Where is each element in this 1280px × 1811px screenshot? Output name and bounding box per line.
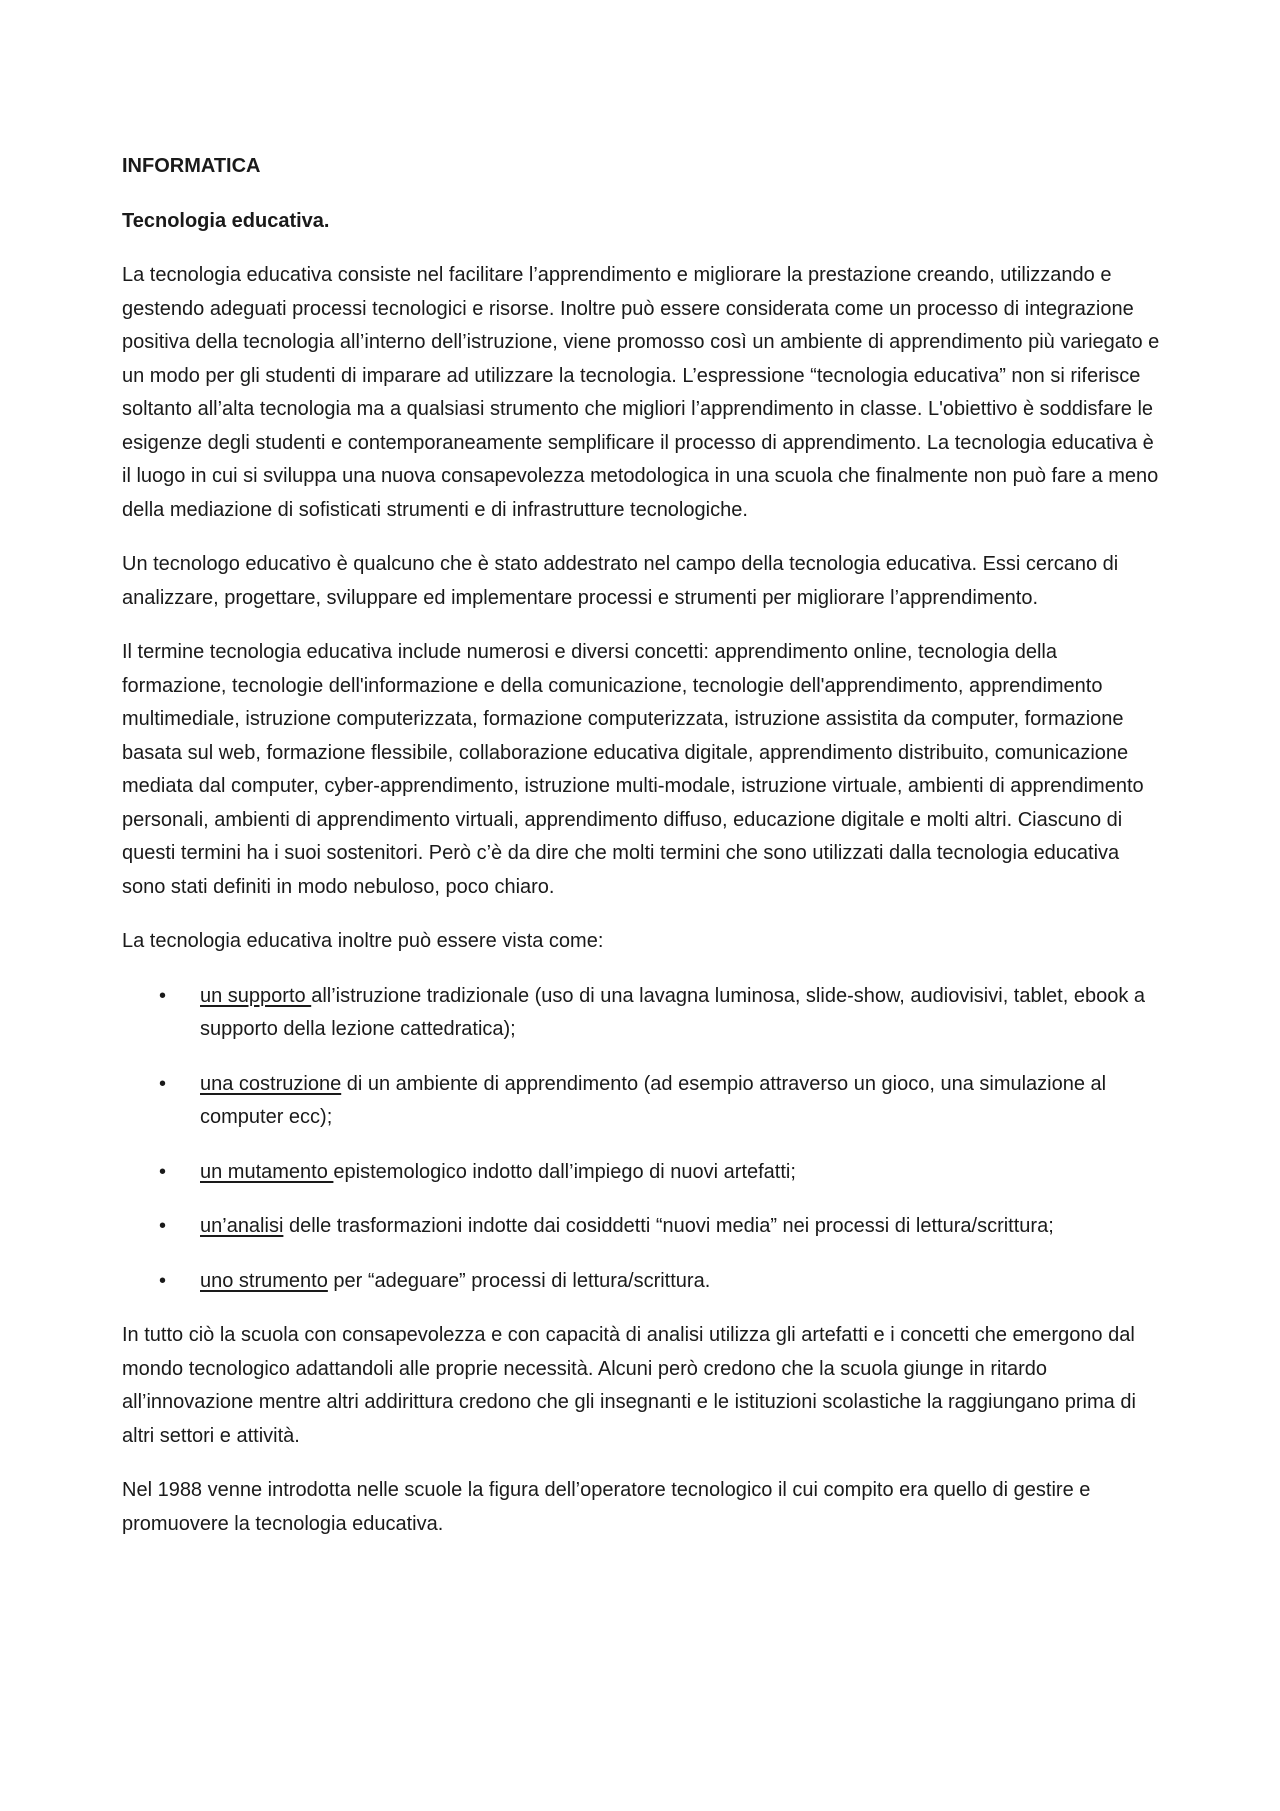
list-item: [122, 1210, 1162, 1244]
paragraph-list-intro: La tecnologia educativa inoltre può essere vista come:: [122, 930, 604, 952]
bullet-icon: •: [159, 1160, 167, 1183]
paragraph-1988: Nel 1988 venne introdotta nelle scuole la figura dell’operatore tecnologico il cui compito era quello di gestire e promuovere la tecnologia educativa.: [122, 1479, 1091, 1535]
bullet-text: di un ambiente di apprendimento (ad esempio attraverso un gioco, una simulazione al computer ecc);: [200, 1072, 1107, 1128]
paragraph-scuola: In tutto ciò la scuola con consapevolezza e con capacità di analisi utilizza gli artefatti e i concetti che emergono dal mondo tecnologico adattandoli alle proprie necessità. Alcuni però credono che la scuola giunge in ritardo all’innovazione mentre altri addirittura credono che gli insegnanti e le istituzioni scolastiche la raggiungano prima di altri settori e attività.: [122, 1324, 1136, 1447]
bullet-icon: •: [159, 1269, 167, 1292]
paragraph-concetti: Il termine tecnologia educativa include numerosi e diversi concetti: apprendimento online, tecnologia della formazione, tecnologie dell'informazione e della comunicazione, tecnologie dell'apprendimento, apprendimento multimediale, istruzione computerizzata, formazione computerizzata, istruzione assistita da computer, formazione basata sul web, formazione flessibile, collaborazione educativa digitale, apprendimento distribuito, comunicazione mediata dal computer, cyber-apprendimento, istruzione multi-modale, istruzione virtuale, ambienti di apprendimento personali, ambienti di apprendimento virtuali, apprendimento diffuso, educazione digitale e molti altri. Ciascuno di questi termini ha i suoi sostenitori. Però c’è da dire che molti termini che sono utilizzati dalla tecnologia educativa sono stati definiti in modo nebuloso, poco chiaro.: [122, 641, 1144, 898]
bullet-list: [122, 980, 1162, 1299]
bullet-text: epistemologico indotto dall’impiego di nuovi artefatti;: [333, 1160, 796, 1183]
bullet-text: delle trasformazioni indotte dai cosiddetti “nuovi media” nei processi di lettura/scrittura;: [283, 1215, 1054, 1237]
paragraph-definition: La tecnologia educativa consiste nel facilitare l’apprendimento e migliorare la prestazione creando, utilizzando e gestendo adeguati processi tecnologici e risorse. Inoltre può essere considerata come un processo di integrazione positiva della tecnologia all’interno dell’istruzione, viene promosso così un ambiente di apprendimento più variegato e un modo per gli studenti di imparare ad utilizzare la tecnologia. L’espressione “tecnologia educativa” non si riferisce soltanto all’alta tecnologia ma a qualsiasi strumento che migliori l’apprendimento in classe. L'obiettivo è soddisfare le esigenze degli studenti e contemporaneamente semplificare il processo di apprendimento. La tecnologia educativa è il luogo in cui si sviluppa una nuova consapevolezza metodologica in una scuola che finalmente non può fare a meno della mediazione di sofisticati strumenti e di infrastrutture tecnologiche.: [122, 264, 1160, 521]
bullet-underlined-term: un mutamento: [200, 1160, 334, 1183]
document-page: [122, 150, 1162, 1562]
bullet-icon: •: [159, 1072, 167, 1095]
bullet-underlined-term: un’analisi: [200, 1215, 284, 1237]
bullet-icon: •: [159, 1215, 167, 1237]
bullet-underlined-term: una costruzione: [200, 1072, 342, 1095]
bullet-icon: •: [159, 984, 167, 1007]
paragraph-tecnologo: Un tecnologo educativo è qualcuno che è stato addestrato nel campo della tecnologia educativa. Essi cercano di analizzare, progettare, sviluppare ed implementare processi e strumenti per migliorare l’apprendimento.: [122, 553, 1119, 609]
document-subtitle: Tecnologia educativa.: [122, 209, 330, 232]
bullet-text: per “adeguare” processi di lettura/scrittura.: [327, 1269, 711, 1292]
list-item: [122, 1265, 1162, 1299]
document-title: INFORMATICA: [122, 155, 261, 177]
bullet-underlined-term: un supporto: [200, 984, 312, 1007]
bullet-underlined-term: uno strumento: [200, 1269, 328, 1292]
list-item: [122, 980, 1162, 1047]
list-item: [122, 1156, 1162, 1190]
bullet-text: all’istruzione tradizionale (uso di una lavagna luminosa, slide-show, audiovisivi, tablet, ebook a supporto della lezione cattedratica);: [200, 984, 1146, 1040]
list-item: [122, 1068, 1162, 1135]
